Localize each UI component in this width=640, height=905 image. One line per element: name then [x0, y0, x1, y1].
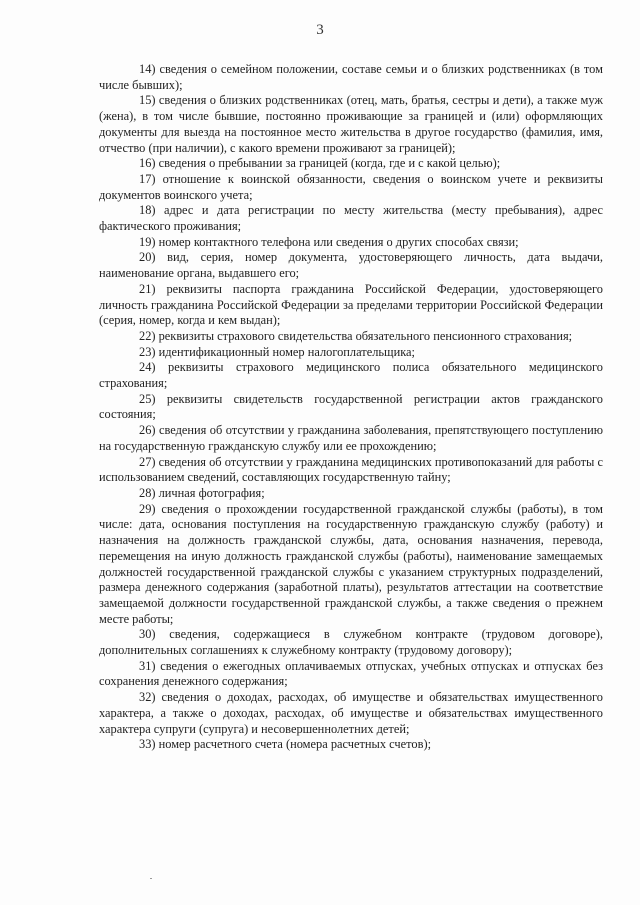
list-item: 14) сведения о семейном положении, составе семьи и о близких родственниках (в том числе бывших);: [99, 62, 603, 92]
list-item: 26) сведения об отсутствии у гражданина заболевания, препятствующего поступлению на государственную гражданскую службу или ее прохождению;: [99, 423, 603, 453]
document-body: [99, 62, 603, 753]
list-item: 29) сведения о прохождении государственной гражданской службы (работы), в том числе: дата, основания поступления на государственную гражданскую службу (работу) и назначения на должность гражданской службы, дата, основания назначения, перевода, перемещения на иную должность гражданской службы (работы), наименование замещаемых должностей государственной гражданской службы с указанием структурных подразделений, размера денежного содержания (заработной платы), результатов аттестации на соответствие замещаемой должности государственной гражданской службы, а также сведения о прежнем месте работы;: [99, 501, 603, 626]
list-item: 19) номер контактного телефона или сведения о других способах связи;: [139, 234, 519, 249]
list-item: 22) реквизиты страхового свидетельства обязательного пенсионного страхования;: [139, 328, 573, 343]
list-item: 20) вид, серия, номер документа, удостоверяющего личность, дата выдачи, наименование органа, выдавшего его;: [99, 250, 603, 281]
list-item: 33) номер расчетного счета (номера расчетных счетов);: [139, 737, 432, 752]
list-item: 25) реквизиты свидетельств государственной регистрации актов гражданского состояния;: [99, 391, 603, 422]
list-item: 32) сведения о доходах, расходах, об имуществе и обязательствах имущественного характера, а также о доходах, расходах, об имуществе и обязательствах имущественного характера супруги (супруга) и несовершеннолетних детей;: [99, 690, 603, 736]
page-number: 3: [316, 22, 324, 38]
list-item: 31) сведения о ежегодных оплачиваемых отпусках, учебных отпусках и отпусках без сохранения денежного содержания;: [99, 658, 603, 689]
list-item: 28) личная фотография;: [139, 485, 265, 500]
list-item: 18) адрес и дата регистрации по месту жительства (месту пребывания), адрес фактического проживания;: [99, 203, 603, 234]
list-item: 17) отношение к воинской обязанности, сведения о воинском учете и реквизиты документов воинского учета;: [99, 171, 603, 202]
list-item: 27) сведения об отсутствии у гражданина медицинских противопоказаний для работы с использованием сведений, составляющих государственную тайну;: [99, 454, 603, 485]
list-item: 24) реквизиты страхового медицинского полиса обязательного медицинского страхования;: [99, 360, 603, 391]
list-item: 30) сведения, содержащиеся в служебном контракте (трудовом договоре), дополнительных соглашениях к служебному контракту (трудовому договору);: [99, 627, 603, 658]
list-item: 21) реквизиты паспорта гражданина Российской Федерации, удостоверяющего личность гражданина Российской Федерации за пределами территории Российской Федерации (серия, номер, когда и кем выдан);: [99, 281, 603, 328]
list-item: 23) идентификационный номер налогоплательщика;: [139, 344, 415, 359]
list-item: 16) сведения о пребывании за границей (когда, где и с какой целью);: [139, 156, 501, 171]
scan-speck: [150, 878, 152, 879]
list-item: 15) сведения о близких родственниках (отец, мать, братья, сестры и дети), а также муж (жена), в том числе бывшие, постоянно проживающие за границей и (или) оформляющих документы для выезда на постоянное место жительства в другое государство (фамилия, имя, отчество (при наличии), с какого времени проживают за границей);: [99, 93, 603, 155]
